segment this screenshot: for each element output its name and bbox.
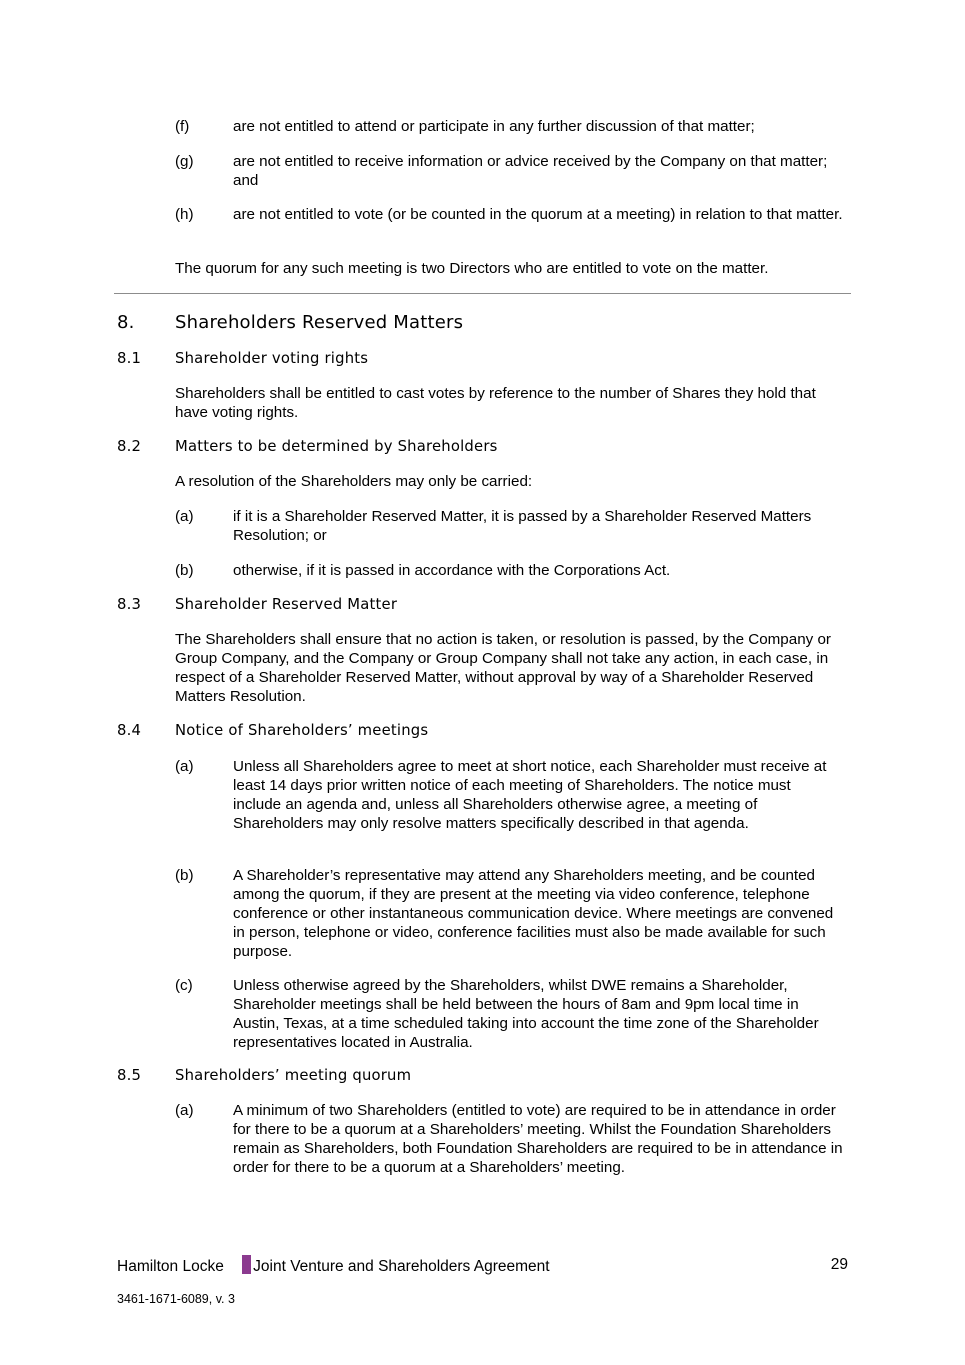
clause-number: 8.4	[117, 722, 142, 739]
footer	[117, 1255, 550, 1276]
clause-number: 8.5	[117, 1067, 142, 1084]
list-label: (a)	[175, 508, 194, 525]
clause-title: Matters to be determined by Shareholders	[175, 438, 498, 455]
page-number: 29	[830, 1256, 848, 1273]
list-item-text: are not entitled to attend or participate in any further discussion of that matter;	[233, 118, 755, 135]
list-label: (g)	[175, 153, 194, 170]
quorum-note: The quorum for any such meeting is two Directors who are entitled to vote on the matter.	[175, 260, 769, 277]
clause-intro: A resolution of the Shareholders may only be carried:	[175, 473, 533, 490]
clause-number: 8.1	[117, 350, 142, 367]
clause-number: 8.2	[117, 438, 142, 455]
list-label: (c)	[175, 977, 193, 994]
footer-accent-bar	[242, 1255, 251, 1274]
list-item-text: are not entitled to vote (or be counted in the quorum at a meeting) in relation to that matter.	[233, 206, 843, 223]
list-label: (b)	[175, 867, 194, 884]
list-label: (a)	[175, 1102, 194, 1119]
section-divider	[114, 293, 851, 294]
clause-body: The Shareholders shall ensure that no action is taken, or resolution is passed, by the Company or Group Company, and the Company or Group Company shall not take any action, in each case, in respect of a Shareholder Reserved Matter, without approval by way of a Shareholder Reserved Matters Resolution.	[175, 631, 831, 705]
list-label: (h)	[175, 206, 194, 223]
list-item-text: A Shareholder’s representative may attend any Shareholders meeting, and be counted among the quorum, if they are present at the meeting via video conference, telephone conference or other instantaneous communication device. Where meetings are convened in person, telephone or video, conference facilities must also be made available for such purpose.	[233, 867, 834, 960]
footer-firm: Hamilton Locke	[117, 1258, 224, 1275]
clause-title: Shareholder Reserved Matter	[175, 596, 398, 613]
clause-body: Shareholders shall be entitled to cast votes by reference to the number of Shares they hold that have voting rights.	[175, 385, 816, 421]
list-label: (b)	[175, 562, 194, 579]
clause-title: Shareholder voting rights	[175, 350, 369, 367]
list-item-text: otherwise, if it is passed in accordance with the Corporations Act.	[233, 562, 671, 579]
clause-number: 8.3	[117, 596, 142, 613]
list-item-text: A minimum of two Shareholders (entitled to vote) are required to be in attendance in order for there to be a quorum at a Shareholders’ meeting. Whilst the Foundation Shareholders remain as Shareholders, both Foundation Shareholders are required to be in attendance in order for there to be a quorum at a Shareholders’ meeting.	[233, 1102, 843, 1176]
clause-title: Notice of Shareholders’ meetings	[175, 722, 429, 739]
footer-doc-title: Joint Venture and Shareholders Agreement	[253, 1258, 550, 1275]
list-item-text: if it is a Shareholder Reserved Matter, it is passed by a Shareholder Reserved Matters Resolution; or	[233, 508, 812, 544]
section-title: Shareholders Reserved Matters	[175, 312, 464, 333]
clause-title: Shareholders’ meeting quorum	[175, 1067, 412, 1084]
section-number: 8.	[117, 312, 135, 333]
list-item-text: Unless all Shareholders agree to meet at short notice, each Shareholder must receive at least 14 days prior written notice of each meeting of Shareholders. The notice must include an agenda and, unless all Shareholders otherwise agree, a meeting of Shareholders may only resolve matters specifically described in that agenda.	[233, 758, 827, 832]
doc-reference: 3461-1671-6089, v. 3	[117, 1292, 235, 1306]
list-label: (a)	[175, 758, 194, 775]
list-item-text: Unless otherwise agreed by the Shareholders, whilst DWE remains a Shareholder, Shareholder meetings shall be held between the hours of 8am and 9pm local time in Austin, Texas, at a time scheduled taking into account the time zone of the Shareholder representatives located in Australia.	[233, 977, 819, 1051]
list-label: (f)	[175, 118, 190, 135]
list-item-text: are not entitled to receive information or advice received by the Company on that matter; and	[233, 153, 828, 189]
